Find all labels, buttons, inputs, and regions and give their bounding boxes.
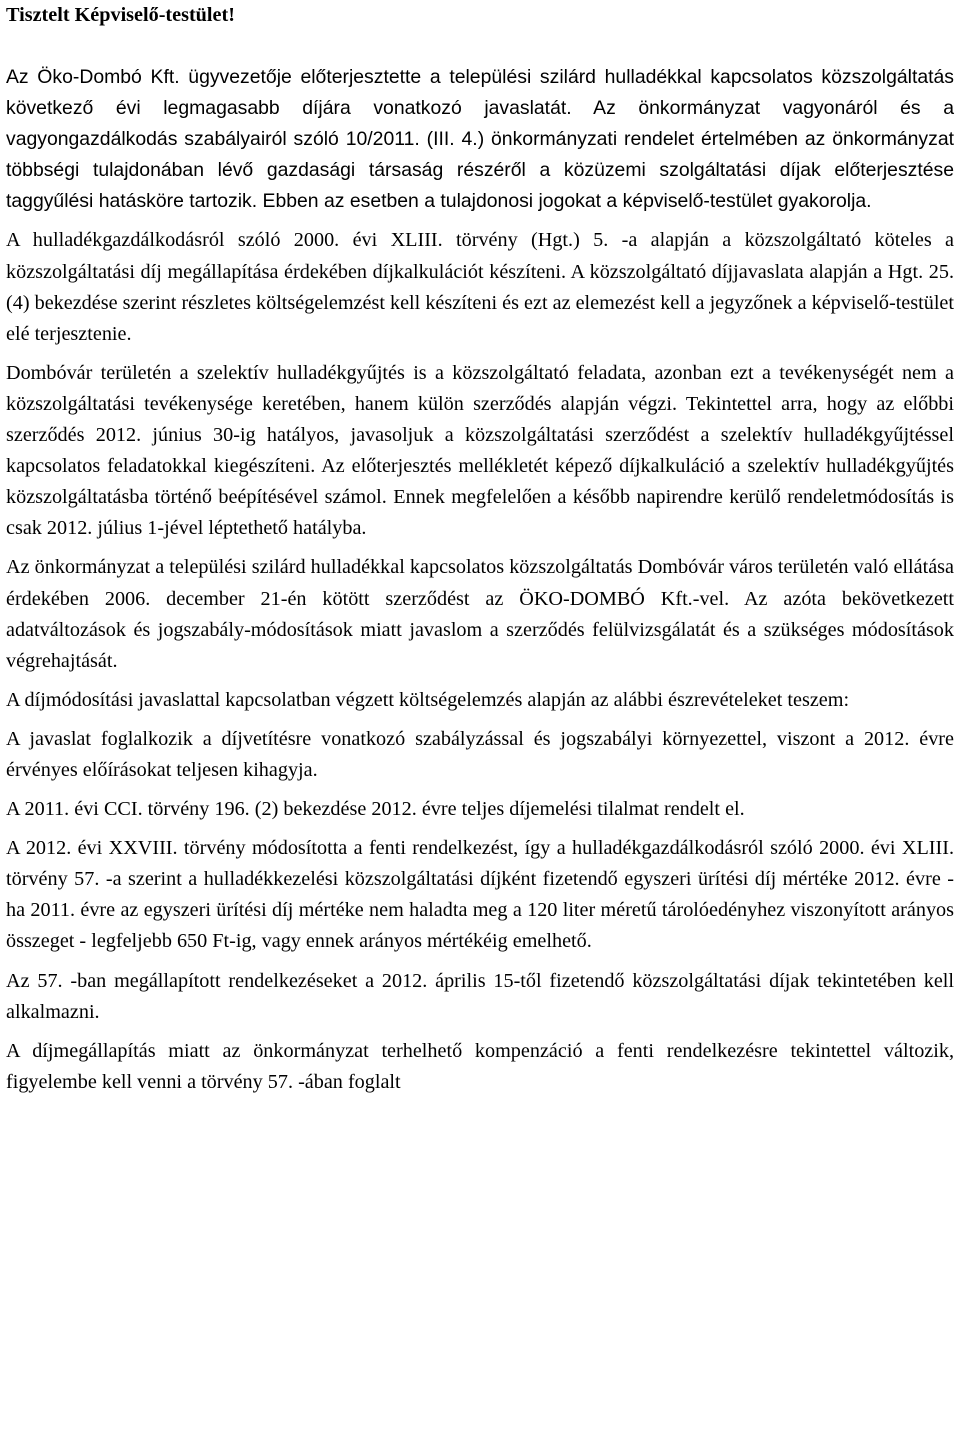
page-title: Tisztelt Képviselő-testület! xyxy=(6,4,235,26)
paragraph-1: Az Öko-Dombó Kft. ügyvezetője előterjesztette a települési szilárd hulladékkal kapcsolatos közszolgáltatás következő évi legmagasabb díjára vonatkozó javaslatát. Az önkormányzat vagyonáról és a vagyongazdálkodás szabályairól szóló 10/2011. (III. 4.) önkormányzati rendelet értelmében az önkormányzat többségi tulajdonában lévő gazdasági társaság részéről a közüzemi szolgáltatási díjak előterjesztése taggyűlési hatásköre tartozik. Ebben az esetben a tulajdonosi jogokat a képviselő-testület gyakorolja. xyxy=(6,66,954,213)
paragraph-8: A 2012. évi XXVIII. törvény módosította a fenti rendelkezést, így a hulladékgazdálkodásról szóló 2000. évi XLIII. törvény 57. -a szerint a hulladékkezelési közszolgáltatási díjként fizetendő egyszeri ürítési díj mértéke 2012. évre - ha 2011. évre az egyszeri ürítési díj mértéke nem haladta meg a 120 liter méretű tárolóedényhez viszonyított arányos összeget - legfeljebb 650 Ft-ig, vagy ennek arányos mértékéig emelhető. xyxy=(6,837,954,953)
paragraph-4: Az önkormányzat a települési szilárd hulladékkal kapcsolatos közszolgáltatás Dombóvár város területén való ellátása érdekében 2006. december 21-én kötött szerződést az ÖKO-DOMBÓ Kft.-vel. Az azóta bekövetkezett adatváltozások és jogszabály-módosítások miatt javaslom a szerződés felülvizsgálatát és a szükséges módosítások végrehajtását. xyxy=(6,556,954,672)
paragraph-2: A hulladékgazdálkodásról szóló 2000. évi XLIII. törvény (Hgt.) 5. -a alapján a közszolgáltató köteles a közszolgáltatási díj megállapítása érdekében díjkalkulációt készíteni. A közszolgáltató díjjavaslata alapján a Hgt. 25. (4) bekezdése szerint részletes költségelemzést kell készíteni és ezt az elemezést kell a jegyzőnek a képviselő-testület elé terjesztenie. xyxy=(6,229,954,345)
paragraph-10: A díjmegállapítás miatt az önkormányzat terhelhető kompenzáció a fenti rendelkezésre tekintettel változik, figyelembe kell venni a törvény 57. -ában foglalt xyxy=(6,1039,954,1093)
paragraph-5: A díjmódosítási javaslattal kapcsolatban végzett költségelemzés alapján az alábbi észrevételeket teszem: xyxy=(6,688,850,711)
paragraph-9: Az 57. -ban megállapított rendelkezéseket a 2012. április 15-től fizetendő közszolgáltatási díjak tekintetében kell alkalmazni. xyxy=(6,969,954,1023)
paragraph-6: A javaslat foglalkozik a díjvetítésre vonatkozó szabályzással és jogszabályi környezettel, viszont a 2012. évre érvényes előírásokat teljesen kihagyja. xyxy=(6,727,954,781)
paragraph-7: A 2011. évi CCI. törvény 196. (2) bekezdése 2012. évre teljes díjemelési tilalmat rendelt el. xyxy=(6,798,745,821)
paragraph-3: Dombóvár területén a szelektív hulladékgyűjtés is a közszolgáltató feladata, azonban ezt a tevékenységét nem a közszolgáltatási tevékenysége keretében, hanem külön szerződés alapján végzi. Tekintettel arra, hogy az előbbi szerződés 2012. június 30-ig hatályos, javasoljuk a közszolgáltatási szerződést a szelektív hulladékgyűjtéssel kapcsolatos feladatokkal kiegészíteni. Az előterjesztés mellékletét képező díjkalkuláció a szelektív hulladékgyűjtés közszolgáltatásba történő beépítésével számol. Ennek megfelelően a később napirendre kerülő rendeletmódosítás is csak 2012. július 1-jével léptethető hatályba. xyxy=(6,361,954,540)
